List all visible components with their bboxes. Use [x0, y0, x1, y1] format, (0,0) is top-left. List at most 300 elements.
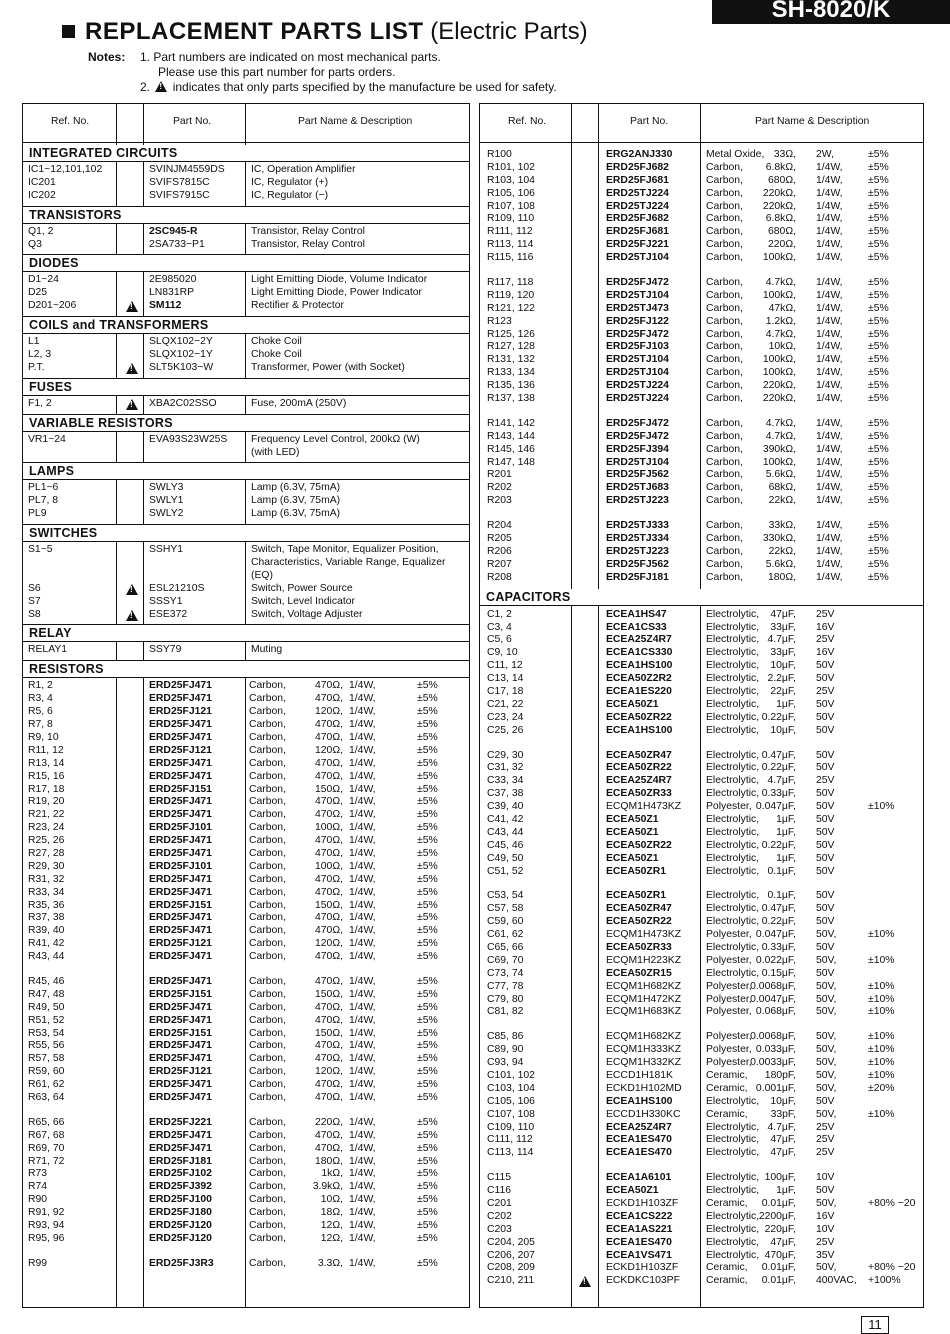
desc-tolerance: ±5%: [868, 200, 889, 212]
desc-value: 47kΩ,: [768, 302, 796, 314]
desc-type: Carbon,: [706, 213, 743, 225]
warning-triangle-icon: [579, 1276, 591, 1287]
table-row: [480, 533, 923, 546]
ref-no: R113, 114: [487, 239, 534, 251]
desc-type: Carbon,: [249, 1066, 286, 1078]
part-no: SSSY1: [149, 595, 183, 607]
desc-rating: 25V: [816, 775, 835, 787]
table-row: [480, 775, 923, 788]
ref-no: D1~24: [28, 274, 59, 286]
ref-no: C111, 112: [487, 1134, 533, 1146]
desc-value: 470Ω,: [315, 1142, 343, 1154]
section-heading: SWITCHES: [23, 524, 469, 542]
desc-tolerance: ±5%: [417, 744, 438, 756]
desc-rating: 1/4W,: [349, 1232, 376, 1244]
ref-no: C65, 66: [487, 941, 524, 953]
part-no: ERD25FJ471: [149, 1014, 212, 1026]
table-row: [23, 848, 469, 861]
ref-no: R59, 60: [28, 1066, 65, 1078]
desc-type: Carbon,: [706, 239, 743, 251]
table-row: [23, 758, 469, 771]
desc-type: Carbon,: [249, 1027, 286, 1039]
table-row: [480, 175, 923, 188]
ref-no: PL1~6: [28, 482, 59, 494]
table-row: [23, 796, 469, 809]
desc-tolerance: ±10%: [868, 1057, 895, 1069]
part-no: ERG2ANJ330: [606, 149, 673, 160]
ref-no: IC201: [28, 176, 56, 188]
part-no: ERD25FJ471: [149, 951, 212, 963]
desc-rating: 1/4W,: [816, 393, 843, 405]
part-no: ERD25TJ223: [606, 545, 669, 557]
desc-value: 100Ω,: [315, 860, 343, 872]
ref-no: C13, 14: [487, 673, 524, 685]
desc-rating: 50V,: [816, 1044, 837, 1056]
desc-value: 220kΩ,: [762, 187, 796, 199]
part-no: ECQM1H683KZ: [606, 1006, 682, 1018]
ref-no: R45, 46: [28, 975, 65, 987]
col-ref-header: Ref. No.: [508, 116, 547, 127]
table-row: [23, 900, 469, 913]
ref-no: R100: [487, 149, 512, 160]
desc-type: Carbon,: [706, 469, 743, 481]
table-row: [480, 444, 923, 457]
left-table-header: [23, 104, 469, 143]
part-description: Switch, Tape Monitor, Equalizer Position,: [251, 544, 439, 556]
desc-type: Carbon,: [706, 277, 743, 289]
table-row: [480, 1109, 923, 1122]
table-row: [480, 1083, 923, 1096]
desc-value: 6.8kΩ,: [765, 161, 796, 173]
part-no: ECEA1ES470: [606, 1147, 672, 1159]
desc-tolerance: ±5%: [417, 731, 438, 743]
part-no: ERD25FJ682: [606, 161, 669, 173]
desc-type: Carbon,: [249, 835, 286, 847]
desc-type: Electrolytic,: [706, 1210, 760, 1222]
part-no: ECEA50ZR22: [606, 916, 672, 928]
desc-type: Carbon,: [249, 1001, 286, 1013]
desc-tolerance: ±5%: [417, 847, 438, 859]
desc-value: 470Ω,: [315, 847, 343, 859]
desc-type: Polyester,: [706, 1044, 752, 1056]
part-no: SLT5K103−W: [149, 361, 214, 373]
desc-value: 0.033μF,: [755, 1044, 796, 1056]
section-heading: RELAY: [23, 624, 469, 642]
desc-tolerance: ±10%: [868, 929, 895, 941]
part-no: SVIFS7915C: [149, 189, 210, 201]
desc-value: 1μF,: [776, 813, 796, 825]
desc-type: Carbon,: [706, 341, 743, 353]
part-no: ECEA50Z1: [606, 698, 659, 710]
desc-rating: 1/4W,: [349, 1142, 376, 1154]
desc-value: 3.3Ω,: [317, 1257, 343, 1269]
desc-rating: 35V: [816, 1249, 835, 1261]
table-row: [23, 925, 469, 938]
desc-type: Ceramic,: [706, 1082, 748, 1094]
desc-value: 6.8kΩ,: [765, 213, 796, 225]
desc-type: Carbon,: [249, 860, 286, 872]
desc-type: Carbon,: [249, 912, 286, 924]
desc-type: Ceramic,: [706, 1070, 748, 1081]
desc-type: Ceramic,: [706, 1275, 748, 1287]
section-rows: [23, 396, 469, 414]
ref-no: C69, 70: [487, 954, 524, 966]
table-row: [480, 609, 923, 622]
part-no: ERD25TJ104: [606, 252, 669, 264]
desc-rating: 25V: [816, 1121, 835, 1133]
desc-tolerance: ±5%: [417, 912, 438, 924]
desc-value: 10Ω,: [320, 1194, 343, 1206]
part-no: SM112: [149, 300, 182, 312]
desc-type: Carbon,: [249, 873, 286, 885]
section-heading: CAPACITORS: [480, 589, 923, 606]
part-no: ERD25TJ104: [606, 367, 669, 379]
part-no: ECEA1VS471: [606, 1249, 672, 1261]
desc-value: 180Ω,: [768, 571, 796, 583]
desc-type: Carbon,: [706, 520, 743, 532]
part-no: SWLY3: [149, 482, 184, 494]
desc-tolerance: ±5%: [417, 835, 438, 847]
desc-value: 120Ω,: [315, 938, 343, 950]
part-no: ECQM1H223KZ: [606, 954, 682, 966]
ref-no: R25, 26: [28, 835, 65, 847]
table-row: [480, 762, 923, 775]
ref-no: C21, 22: [487, 698, 524, 710]
part-no: ECQM1H333KZ: [606, 1044, 682, 1056]
ref-no: S1~5: [28, 544, 53, 556]
desc-rating: 1/4W,: [349, 860, 376, 872]
desc-rating: 1/4W,: [349, 680, 376, 692]
table-row: [480, 1224, 923, 1237]
desc-type: Electrolytic,: [706, 775, 760, 787]
table-row: [480, 1185, 923, 1198]
desc-type: Electrolytic,: [706, 673, 760, 685]
desc-type: Electrolytic,: [706, 1185, 760, 1197]
ref-no: C85, 86: [487, 1031, 524, 1043]
desc-tolerance: ±5%: [868, 149, 889, 160]
table-row: [480, 277, 923, 290]
ref-no: C103, 104: [487, 1082, 535, 1094]
table-row: [23, 644, 469, 657]
desc-type: Carbon,: [249, 847, 286, 859]
desc-rating: 1/4W,: [816, 341, 843, 353]
part-no: ECEA50ZR33: [606, 788, 672, 800]
col-ref-header: Ref. No.: [51, 116, 90, 127]
desc-type: Carbon,: [706, 289, 743, 301]
part-no: ERD25FJ181: [149, 1155, 212, 1167]
desc-type: Carbon,: [706, 443, 743, 455]
table-row: [480, 840, 923, 853]
desc-rating: 1/4W,: [349, 1168, 376, 1180]
part-no: ERD25FJ102: [149, 1168, 212, 1180]
desc-rating: 25V: [816, 1236, 835, 1248]
desc-value: 100kΩ,: [762, 456, 796, 468]
table-row: [480, 929, 923, 942]
table-row: [23, 706, 469, 719]
right-table-body: [480, 143, 923, 1288]
part-description: Transistor, Relay Control: [251, 225, 365, 237]
table-row: [480, 903, 923, 916]
desc-value: 1μF,: [776, 826, 796, 838]
desc-type: Carbon,: [249, 886, 286, 898]
desc-value: 470Ω,: [315, 731, 343, 743]
table-row: [480, 686, 923, 699]
part-no: ESL21210S: [149, 582, 205, 594]
part-no: ECKD1H103ZF: [606, 1262, 679, 1274]
row-spacer: [480, 406, 923, 418]
desc-rating: 1/4W,: [816, 289, 843, 301]
desc-type: Electrolytic,: [706, 685, 760, 697]
desc-rating: 1/4W,: [349, 744, 376, 756]
ref-no: R91, 92: [28, 1207, 65, 1219]
desc-type: Electrolytic,: [706, 1236, 760, 1248]
desc-tolerance: ±10%: [868, 1006, 895, 1018]
desc-tolerance: ±5%: [417, 1232, 438, 1244]
ref-no: PL7, 8: [28, 495, 59, 507]
section-heading: LAMPS: [23, 462, 469, 480]
ref-no: C208, 209: [487, 1262, 535, 1274]
ref-no: R205: [487, 533, 512, 545]
part-description: Rectifier & Protector: [251, 300, 344, 312]
desc-rating: 50V,: [816, 1082, 837, 1094]
table-row: [23, 938, 469, 951]
part-no: SWLY2: [149, 508, 184, 520]
table-row: [23, 239, 469, 252]
left-table-body: [23, 143, 469, 1274]
part-no: ECEA50ZR1: [606, 865, 667, 877]
desc-type: Carbon,: [249, 951, 286, 963]
table-row: [480, 1044, 923, 1057]
desc-value: 100μF,: [764, 1172, 796, 1184]
desc-rating: 50V: [816, 660, 835, 672]
row-spacer: [480, 265, 923, 277]
desc-rating: 50V: [816, 839, 835, 851]
desc-tolerance: ±10%: [868, 980, 895, 992]
part-no: ERD25FJ471: [149, 680, 212, 692]
desc-type: Electrolytic,: [706, 647, 760, 659]
desc-tolerance: ±5%: [417, 886, 438, 898]
ref-no: R69, 70: [28, 1142, 65, 1154]
desc-value: 120Ω,: [315, 1066, 343, 1078]
ref-no: R39, 40: [28, 925, 65, 937]
desc-rating: 50V: [816, 967, 835, 979]
page-number: 11: [861, 1316, 889, 1334]
desc-value: 0.47μF,: [761, 749, 796, 761]
desc-type: Carbon,: [706, 187, 743, 199]
table-row: [23, 1156, 469, 1169]
desc-type: Carbon,: [706, 367, 743, 379]
row-spacer: [23, 1105, 469, 1117]
desc-tolerance: ±5%: [868, 520, 889, 532]
desc-value: 390kΩ,: [762, 443, 796, 455]
desc-rating: 1/4W,: [349, 988, 376, 1000]
part-no: ERD25TJ683: [606, 482, 669, 494]
part-no: ERD25FJ562: [606, 558, 669, 570]
desc-type: Electrolytic,: [706, 634, 760, 646]
table-row: [480, 329, 923, 342]
desc-rating: 1/4W,: [816, 315, 843, 327]
desc-rating: 1/4W,: [816, 533, 843, 545]
desc-tolerance: ±5%: [417, 719, 438, 731]
ref-no: R204: [487, 520, 512, 532]
desc-type: Carbon,: [706, 328, 743, 340]
table-row: [480, 495, 923, 508]
part-no: EVA93S23W25S: [149, 433, 228, 445]
part-description: Light Emitting Diode, Power Indicator: [251, 287, 422, 299]
part-no: ERD25FJ392: [149, 1181, 212, 1193]
ref-no: R41, 42: [28, 938, 65, 950]
desc-rating: 50V: [816, 673, 835, 685]
desc-rating: 1/4W,: [349, 873, 376, 885]
part-no: ERD25FJ681: [606, 174, 669, 186]
section-heading: VARIABLE RESISTORS: [23, 414, 469, 432]
desc-value: 470Ω,: [315, 1053, 343, 1065]
ref-no: R125, 126: [487, 328, 535, 340]
part-no: ERD25FJ471: [149, 719, 212, 731]
ref-no: R19, 20: [28, 796, 65, 808]
ref-no: C9, 10: [487, 647, 518, 659]
desc-rating: 1/4W,: [816, 277, 843, 289]
desc-value: 180Ω,: [315, 1155, 343, 1167]
desc-tolerance: ±10%: [868, 993, 895, 1005]
ref-no: L1: [28, 336, 40, 348]
part-no: ECEA50ZR22: [606, 839, 672, 851]
desc-value: 180pF,: [764, 1070, 796, 1081]
part-no: ECQM1H332KZ: [606, 1057, 682, 1069]
part-no: ERD25FJ471: [149, 731, 212, 743]
part-description: Switch, Voltage Adjuster: [251, 608, 363, 620]
ref-no: C113, 114: [487, 1147, 534, 1159]
desc-type: Carbon,: [706, 482, 743, 494]
part-no: ERD25FJ681: [606, 226, 669, 238]
desc-type: Electrolytic,: [706, 1172, 760, 1184]
desc-value: 0.22μF,: [761, 839, 796, 851]
table-row: [23, 1130, 469, 1143]
desc-tolerance: ±5%: [868, 302, 889, 314]
desc-rating: 50V,: [816, 1108, 837, 1120]
part-no: ERD25FJ471: [149, 873, 212, 885]
part-no: ERD25FJ121: [149, 938, 212, 950]
desc-value: 10μF,: [770, 1095, 796, 1107]
table-row: [480, 252, 923, 265]
desc-type: Carbon,: [249, 1053, 286, 1065]
part-no: ERD25FJ471: [149, 975, 212, 987]
ref-no: C3, 4: [487, 621, 512, 633]
desc-rating: 1/4W,: [349, 938, 376, 950]
desc-value: 0.022μF,: [755, 954, 796, 966]
table-row: [23, 190, 469, 203]
desc-value: 4.7μF,: [767, 634, 796, 646]
ref-no: R90: [28, 1194, 48, 1206]
table-row: [480, 814, 923, 827]
desc-value: 1kΩ,: [321, 1168, 343, 1180]
ref-no: C77, 78: [487, 980, 524, 992]
desc-type: Carbon,: [249, 731, 286, 743]
desc-value: 0.22μF,: [761, 711, 796, 723]
desc-value: 470Ω,: [315, 925, 343, 937]
desc-tolerance: ±5%: [417, 1142, 438, 1154]
desc-rating: 50V,: [816, 1006, 837, 1018]
desc-tolerance: ±5%: [417, 1181, 438, 1193]
table-row: [480, 201, 923, 214]
part-no: ECKD1H103ZF: [606, 1198, 679, 1210]
desc-type: Carbon,: [249, 1014, 286, 1026]
ref-no: R65, 66: [28, 1116, 65, 1128]
desc-type: Carbon,: [249, 1220, 286, 1231]
desc-type: Carbon,: [706, 174, 743, 186]
desc-tolerance: ±5%: [417, 1079, 438, 1091]
ref-no: R55, 56: [28, 1040, 65, 1052]
desc-value: 0.047μF,: [755, 929, 796, 941]
ref-no: R63, 64: [28, 1091, 65, 1103]
desc-tolerance: ±5%: [417, 1116, 438, 1128]
desc-type: Ceramic,: [706, 1198, 748, 1210]
desc-value: 100Ω,: [315, 822, 343, 834]
ref-no: R143, 144: [487, 430, 535, 442]
desc-tolerance: ±5%: [868, 354, 889, 366]
ref-no: R208: [487, 571, 512, 583]
ref-no: R121, 122: [487, 302, 535, 314]
desc-value: 470Ω,: [315, 951, 343, 963]
ref-no: RELAY1: [28, 644, 68, 656]
desc-type: Electrolytic,: [706, 865, 760, 877]
desc-type: Polyester,: [706, 1006, 752, 1018]
table-row: [23, 434, 469, 447]
ref-no: C43, 44: [487, 826, 524, 838]
desc-rating: 1/4W,: [349, 1257, 376, 1269]
note1-text: Part numbers are indicated on most mechanical parts.: [153, 50, 441, 64]
desc-tolerance: ±5%: [417, 1053, 438, 1065]
desc-type: Electrolytic,: [706, 1249, 760, 1261]
part-no: ECEA50ZR22: [606, 711, 672, 723]
ref-no: R13, 14: [28, 757, 65, 769]
title-bullet: [62, 25, 75, 38]
desc-tolerance: ±20%: [868, 1082, 895, 1094]
ref-no: C53, 54: [487, 890, 524, 902]
desc-value: 150Ω,: [315, 988, 343, 1000]
desc-value: 0.0047μF,: [750, 993, 796, 1005]
desc-value: 220kΩ,: [762, 393, 796, 405]
desc-rating: 50V: [816, 826, 835, 838]
desc-rating: 1/4W,: [349, 796, 376, 808]
ref-no: R107, 108: [487, 200, 535, 212]
desc-rating: 50V,: [816, 1070, 837, 1081]
ref-no: R49, 50: [28, 1001, 65, 1013]
table-row: [480, 1172, 923, 1185]
part-description: Lamp (6.3V, 75mA): [251, 482, 341, 494]
ref-no: C33, 34: [487, 775, 524, 787]
desc-tolerance: ±5%: [417, 822, 438, 834]
part-no: ECEA1A6101: [606, 1172, 672, 1184]
table-row: [480, 673, 923, 686]
desc-type: Carbon,: [706, 495, 743, 507]
desc-rating: 1/4W,: [816, 328, 843, 340]
table-row: [23, 887, 469, 900]
part-description: Lamp (6.3V, 75mA): [251, 495, 341, 507]
desc-tolerance: ±5%: [417, 1194, 438, 1206]
desc-type: Carbon,: [249, 719, 286, 731]
desc-rating: 1/4W,: [816, 417, 843, 429]
part-no: ECCD1H181K: [606, 1070, 673, 1081]
desc-value: 470Ω,: [315, 1014, 343, 1026]
part-no: ERD25FJ471: [149, 912, 212, 924]
desc-type: Carbon,: [249, 744, 286, 756]
note2-num: 2.: [140, 80, 151, 94]
part-no: ERD25FJ471: [149, 770, 212, 782]
ref-no: R119, 120: [487, 289, 535, 301]
table-row: [480, 853, 923, 866]
part-no: ERD25TJ223: [606, 495, 669, 507]
